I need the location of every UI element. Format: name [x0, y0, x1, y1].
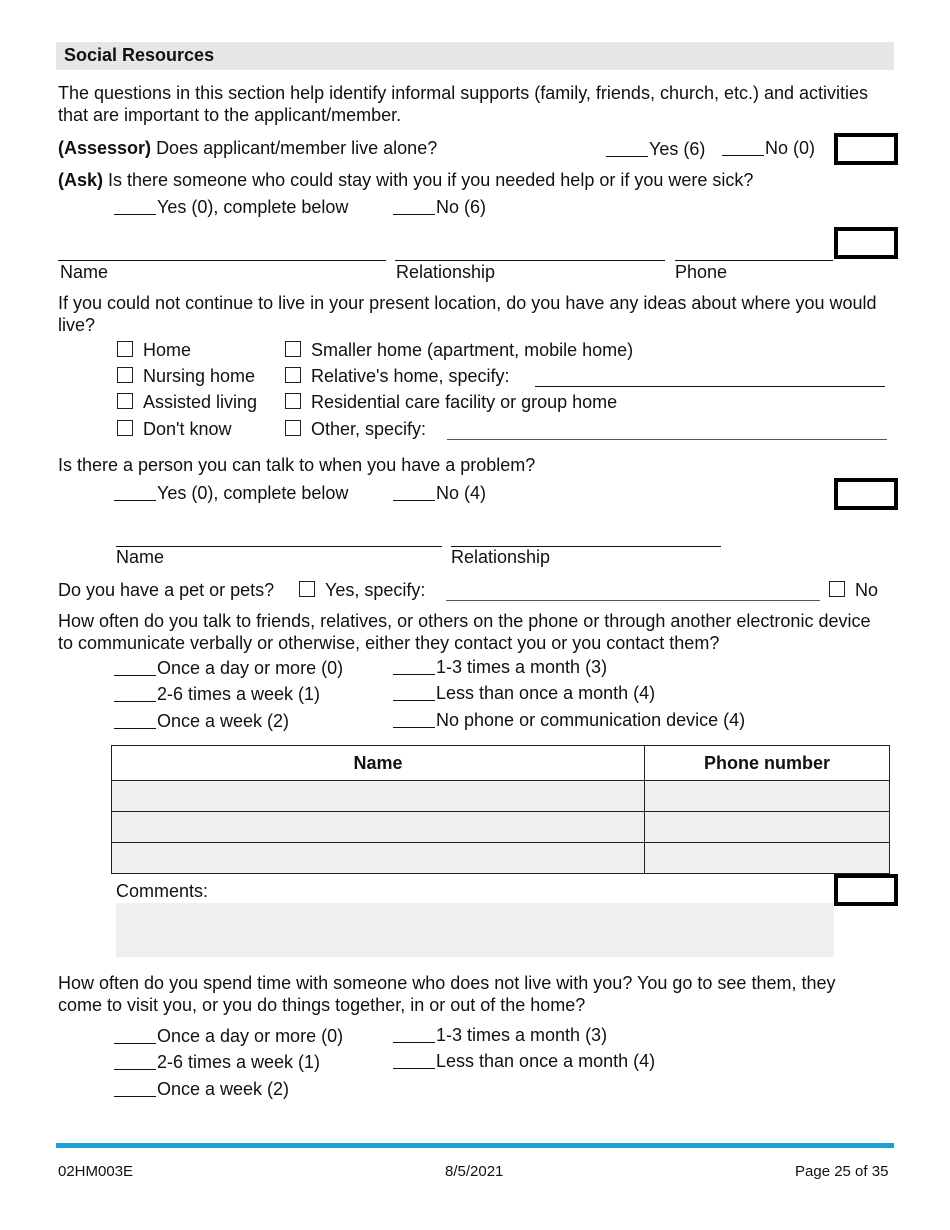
page-number: Page 25 of 35 [795, 1163, 889, 1180]
answer-blank[interactable] [114, 1078, 156, 1097]
pets-specify-line[interactable] [446, 600, 820, 601]
live-alone-yes[interactable]: Yes (6) [606, 138, 705, 160]
checkbox[interactable] [117, 341, 133, 357]
answer-blank[interactable] [393, 709, 435, 728]
phone-cell[interactable] [645, 812, 890, 843]
answer-blank[interactable] [393, 482, 435, 501]
section-header [56, 42, 894, 70]
phone-frequency-question: How often do you talk to friends, relatives, or others on the phone or through another electronic device to communicate verbally or otherwise, either they contact you or you contact them? [58, 611, 871, 653]
option-home[interactable]: Home [117, 340, 191, 361]
phone-freq-option[interactable]: 1-3 times a month (3) [393, 656, 607, 678]
talk-relationship-label: Relationship [451, 547, 551, 567]
option-dont-know[interactable]: Don't know [117, 419, 231, 440]
name-cell[interactable] [112, 781, 645, 812]
option-other[interactable]: Other, specify: [285, 419, 426, 440]
option-assisted-living[interactable]: Assisted living [117, 392, 257, 413]
table-header-row [112, 746, 890, 781]
live-alone-text: Does applicant/member live alone? [156, 138, 438, 158]
answer-blank[interactable] [114, 482, 156, 501]
phone-freq-option[interactable]: Once a week (2) [114, 710, 289, 732]
comments-textarea[interactable] [116, 903, 834, 957]
phone-cell[interactable] [645, 843, 890, 874]
pets-question: Do you have a pet or pets? [58, 580, 275, 600]
answer-blank[interactable] [114, 1051, 156, 1070]
checkbox[interactable] [299, 581, 315, 597]
answer-blank[interactable] [114, 710, 156, 729]
answer-blank[interactable] [114, 196, 156, 215]
form-id: 02HM003E [58, 1163, 134, 1180]
visit-frequency-question: How often do you spend time with someone who does not live with you? You go to see them, they come to visit you, or you do things together, in or out of the home? [58, 973, 836, 1015]
phone-label: Phone [675, 262, 728, 282]
answer-blank[interactable] [722, 137, 764, 156]
answer-blank[interactable] [393, 1050, 435, 1069]
stay-help-no[interactable]: No (6) [393, 196, 486, 218]
name-cell[interactable] [112, 843, 645, 874]
footer-date: 8/5/2021 [445, 1163, 504, 1180]
score-box[interactable] [834, 874, 898, 906]
answer-blank[interactable] [393, 682, 435, 701]
answer-blank[interactable] [114, 657, 156, 676]
live-alone-question [58, 138, 437, 159]
table-row [112, 812, 890, 843]
answer-blank[interactable] [606, 138, 648, 157]
checkbox[interactable] [285, 341, 301, 357]
phone-field-line[interactable] [675, 260, 833, 261]
name-field-line[interactable] [58, 260, 386, 261]
answer-blank[interactable] [393, 196, 435, 215]
visit-freq-option[interactable]: Less than once a month (4) [393, 1050, 655, 1072]
table-row [112, 843, 890, 874]
option-nursing-home[interactable]: Nursing home [117, 366, 255, 387]
option-relatives-home[interactable]: Relative's home, specify: [285, 366, 510, 387]
score-box[interactable] [834, 478, 898, 510]
phone-freq-option[interactable]: Less than once a month (4) [393, 682, 655, 704]
visit-freq-option[interactable]: 1-3 times a month (3) [393, 1024, 607, 1046]
assessor-prefix: (Assessor) [58, 138, 152, 158]
pets-no[interactable]: No [829, 580, 878, 601]
comments-label: Comments: [116, 881, 209, 901]
section-title: Social Resources [64, 45, 215, 65]
pets-yes[interactable]: Yes, specify: [299, 580, 425, 601]
contacts-table [111, 745, 890, 874]
answer-blank[interactable] [114, 1025, 156, 1044]
score-box[interactable] [834, 227, 898, 259]
table-row [112, 781, 890, 812]
talk-name-field-line[interactable] [116, 546, 442, 547]
name-column-header: Name [112, 746, 645, 781]
intro-text: The questions in this section help identify informal supports (family, friends, church, etc.) and activities that are important to the applicant/member. [58, 83, 869, 125]
relationship-label: Relationship [396, 262, 496, 282]
phone-freq-option[interactable]: No phone or communication device (4) [393, 709, 745, 731]
answer-blank[interactable] [393, 1024, 435, 1043]
answer-blank[interactable] [114, 683, 156, 702]
phone-column-header: Phone number [645, 746, 890, 781]
checkbox[interactable] [285, 367, 301, 383]
ask-prefix: (Ask) [58, 170, 104, 190]
stay-help-text: Is there someone who could stay with you if you needed help or if you were sick? [108, 170, 754, 190]
checkbox[interactable] [117, 420, 133, 436]
option-residential-care[interactable]: Residential care facility or group home [285, 392, 617, 413]
visit-freq-option[interactable]: Once a week (2) [114, 1078, 289, 1100]
relatives-home-specify-line[interactable] [535, 386, 885, 387]
other-specify-line[interactable] [447, 439, 887, 440]
stay-help-question [58, 170, 753, 191]
visit-freq-option[interactable]: 2-6 times a week (1) [114, 1051, 320, 1073]
phone-freq-option[interactable]: 2-6 times a week (1) [114, 683, 320, 705]
visit-freq-option[interactable]: Once a day or more (0) [114, 1025, 343, 1047]
talk-person-question: Is there a person you can talk to when you have a problem? [58, 455, 536, 475]
name-label: Name [60, 262, 109, 282]
present-location-question: If you could not continue to live in your present location, do you have any ideas about where you would live? [58, 293, 877, 335]
stay-help-yes[interactable]: Yes (0), complete below [114, 196, 348, 218]
phone-cell[interactable] [645, 781, 890, 812]
score-box[interactable] [834, 133, 898, 165]
talk-name-label: Name [116, 547, 165, 567]
talk-person-no[interactable]: No (4) [393, 482, 486, 504]
phone-freq-option[interactable]: Once a day or more (0) [114, 657, 343, 679]
checkbox[interactable] [285, 393, 301, 409]
live-alone-no[interactable]: No (0) [722, 137, 815, 159]
checkbox[interactable] [117, 393, 133, 409]
name-cell[interactable] [112, 812, 645, 843]
option-smaller-home[interactable]: Smaller home (apartment, mobile home) [285, 340, 633, 361]
answer-blank[interactable] [393, 656, 435, 675]
talk-person-yes[interactable]: Yes (0), complete below [114, 482, 348, 504]
footer-divider [56, 1143, 894, 1148]
checkbox[interactable] [285, 420, 301, 436]
checkbox[interactable] [829, 581, 845, 597]
checkbox[interactable] [117, 367, 133, 383]
relationship-field-line[interactable] [395, 260, 665, 261]
